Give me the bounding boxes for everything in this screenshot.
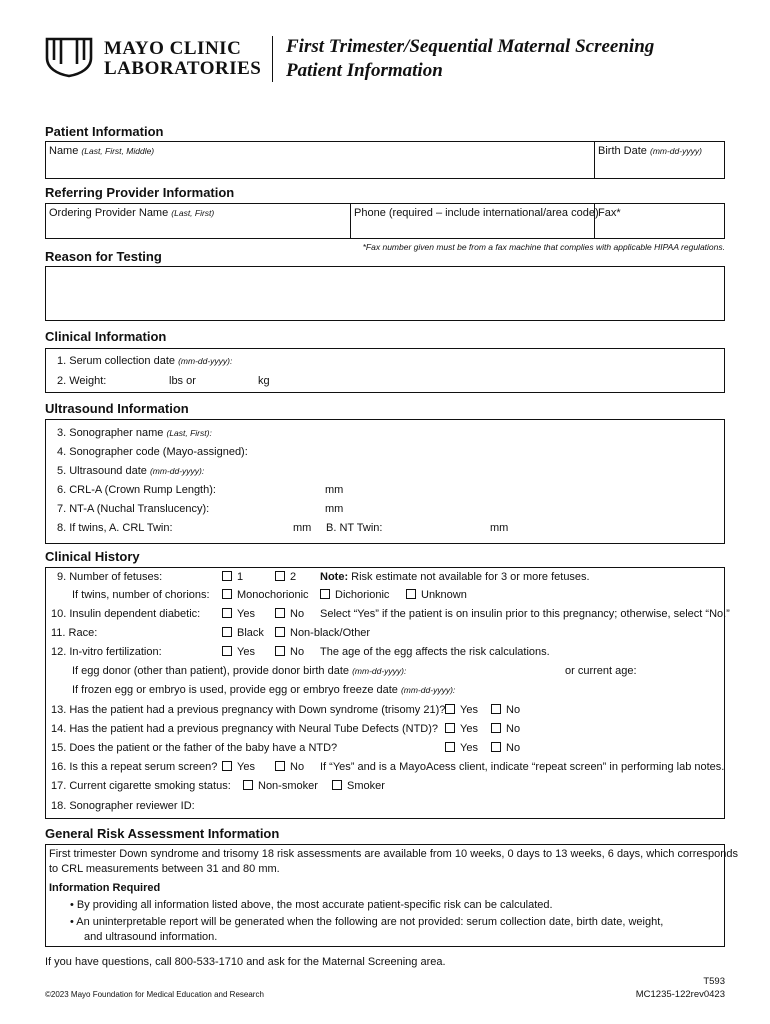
- serum-date-label: 1. Serum collection date: [57, 355, 176, 367]
- ivf-note: The age of the egg affects the risk calculations.: [320, 646, 550, 658]
- smoker-checkbox[interactable]: [332, 780, 342, 790]
- brand-line-1: MAYO CLINIC: [104, 38, 242, 59]
- sonographer-name-label: 3. Sonographer name: [57, 427, 164, 439]
- ntd-parent-yes-checkbox[interactable]: [445, 742, 455, 752]
- weight-kg: kg: [258, 375, 270, 387]
- ntd-preg-no-label: No: [506, 723, 521, 735]
- smoker-label: Smoker: [347, 780, 385, 792]
- repeat-yes-checkbox[interactable]: [222, 761, 232, 771]
- ivf-yes-checkbox[interactable]: [222, 646, 232, 656]
- crl-a-unit: mm: [325, 484, 344, 496]
- ordering-provider-hint: (Last, First): [171, 208, 215, 218]
- down-no-label: No: [506, 704, 521, 716]
- fetuses-label: 9. Number of fetuses:: [57, 571, 163, 583]
- fetuses-note-bold: Note:: [320, 571, 349, 583]
- unknown-checkbox[interactable]: [406, 589, 416, 599]
- risk-heading: General Risk Assessment Information: [45, 826, 280, 841]
- crl-twin-label: 8. If twins, A. CRL Twin:: [57, 522, 173, 534]
- crl-a-label: 6. CRL-A (Crown Rump Length):: [57, 484, 216, 496]
- insulin-label: 10. Insulin dependent diabetic:: [51, 608, 201, 620]
- fetuses-1-checkbox[interactable]: [222, 571, 232, 581]
- reason-heading: Reason for Testing: [45, 249, 162, 264]
- freeze-date-label: If frozen egg or embryo is used, provide egg or embryo freeze date: [72, 684, 398, 696]
- sonographer-reviewer-label: 18. Sonographer reviewer ID:: [51, 800, 195, 812]
- clinical-info-heading: Clinical Information: [45, 329, 167, 344]
- mayo-shield-icon: [44, 36, 94, 78]
- document-title-line-1: First Trimester/Sequential Maternal Screening: [286, 36, 655, 57]
- race-black-label: Black: [237, 627, 264, 639]
- serum-date-hint: (mm-dd-yyyy):: [178, 356, 233, 366]
- repeat-no-label: No: [290, 761, 305, 773]
- risk-line-1: First trimester Down syndrome and trisomy 18 risk assessments are available from 10 weeks, 0 days to 13 weeks, 6 days, which corresponds: [49, 848, 738, 860]
- insulin-no-label: No: [290, 608, 305, 620]
- monochorionic-checkbox[interactable]: [222, 589, 232, 599]
- ntd-preg-yes-label: Yes: [460, 723, 478, 735]
- fax-label: Fax*: [598, 207, 621, 219]
- down-syndrome-question: 13. Has the patient had a previous pregnancy with Down syndrome (trisomy 21)?: [51, 704, 446, 716]
- reason-for-testing-field[interactable]: [45, 266, 725, 321]
- info-bullet-1: • By providing all information listed above, the most accurate patient-specific risk can be calculated.: [70, 899, 553, 911]
- down-yes-label: Yes: [460, 704, 478, 716]
- ivf-no-checkbox[interactable]: [275, 646, 285, 656]
- ntd-parent-no-label: No: [506, 742, 521, 754]
- ntd-parent-no-checkbox[interactable]: [491, 742, 501, 752]
- non-smoker-label: Non-smoker: [258, 780, 318, 792]
- ntd-pregnancy-question: 14. Has the patient had a previous pregnancy with Neural Tube Defects (NTD)?: [51, 723, 439, 735]
- birth-date-hint: (mm-dd-yyyy): [649, 146, 702, 156]
- ordering-provider-label: Ordering Provider Name: [49, 207, 169, 219]
- nt-twin-unit: mm: [490, 522, 509, 534]
- weight-label: 2. Weight:: [57, 375, 107, 387]
- chorions-label: If twins, number of chorions:: [72, 589, 210, 601]
- insulin-no-checkbox[interactable]: [275, 608, 285, 618]
- fetuses-2-checkbox[interactable]: [275, 571, 285, 581]
- provider-info-heading: Referring Provider Information: [45, 185, 235, 200]
- sonographer-code-label: 4. Sonographer code (Mayo-assigned):: [57, 446, 248, 458]
- form-code: T593: [703, 976, 725, 987]
- repeat-no-checkbox[interactable]: [275, 761, 285, 771]
- copyright: ©2023 Mayo Foundation for Medical Education and Research: [45, 990, 264, 999]
- donor-age-label: or current age:: [565, 665, 637, 677]
- info-required-heading: Information Required: [49, 882, 161, 894]
- fetuses-2-label: 2: [290, 571, 297, 583]
- non-smoker-checkbox[interactable]: [243, 780, 253, 790]
- weight-lbs-or: lbs or: [169, 375, 196, 387]
- phone-label: Phone (required – include international/area code): [354, 207, 599, 219]
- freeze-date-hint: (mm-dd-yyyy):: [400, 685, 456, 695]
- donor-birth-label: If egg donor (other than patient), provide donor birth date: [72, 665, 350, 677]
- insulin-note: Select “Yes” if the patient is on insulin prior to this pregnancy; otherwise, select “No.”: [320, 608, 730, 620]
- questions-text: If you have questions, call 800-533-1710 and ask for the Maternal Screening area.: [45, 956, 446, 968]
- nt-twin-label: B. NT Twin:: [326, 522, 383, 534]
- info-bullet-2b: and ultrasound information.: [84, 931, 218, 943]
- info-bullet-2: • An uninterpretable report will be generated when the following are not provided: serum collection date, birth date, weight,: [70, 916, 664, 928]
- fax-note: *Fax number given must be from a fax machine that complies with applicable HIPAA regulations.: [362, 242, 725, 252]
- insulin-yes-checkbox[interactable]: [222, 608, 232, 618]
- brand-line-2: LABORATORIES: [104, 58, 262, 79]
- revision-code: MC1235-122rev0423: [635, 989, 725, 1000]
- race-label: 11. Race:: [51, 627, 98, 639]
- dichorionic-checkbox[interactable]: [320, 589, 330, 599]
- monochorionic-label: Monochorionic: [237, 589, 309, 601]
- sonographer-name-hint: (Last, First):: [166, 428, 212, 438]
- nt-a-label: 7. NT-A (Nuchal Translucency):: [57, 503, 210, 515]
- birth-date-label: Birth Date: [598, 145, 647, 157]
- ultrasound-date-label: 5. Ultrasound date: [57, 465, 147, 477]
- down-yes-checkbox[interactable]: [445, 704, 455, 714]
- ntd-parent-question: 15. Does the patient or the father of the baby have a NTD?: [51, 742, 338, 754]
- repeat-screen-question: 16. Is this a repeat serum screen?: [51, 761, 218, 773]
- patient-name-hint: (Last, First, Middle): [81, 146, 155, 156]
- header-divider: [272, 36, 273, 82]
- race-other-checkbox[interactable]: [275, 627, 285, 637]
- down-no-checkbox[interactable]: [491, 704, 501, 714]
- patient-name-label: Name: [49, 145, 79, 157]
- fetuses-1-label: 1: [237, 571, 244, 583]
- fetuses-note: Risk estimate not available for 3 or more fetuses.: [348, 571, 590, 583]
- ivf-no-label: No: [290, 646, 305, 658]
- ivf-yes-label: Yes: [237, 646, 255, 658]
- ultrasound-heading: Ultrasound Information: [45, 401, 189, 416]
- clinical-history-heading: Clinical History: [45, 549, 140, 564]
- patient-info-heading: Patient Information: [45, 124, 164, 139]
- smoking-label: 17. Current cigarette smoking status:: [51, 780, 231, 792]
- race-other-label: Non-black/Other: [290, 627, 371, 639]
- repeat-note: If “Yes” and is a MayoAcess client, indicate “repeat screen” in performing lab notes.: [320, 761, 725, 773]
- ntd-parent-yes-label: Yes: [460, 742, 478, 754]
- risk-line-2: to CRL measurements between 31 and 80 mm.: [49, 863, 280, 875]
- donor-birth-hint: (mm-dd-yyyy):: [352, 666, 407, 676]
- insulin-yes-label: Yes: [237, 608, 255, 620]
- ivf-label: 12. In-vitro fertilization:: [51, 646, 162, 658]
- document-title-line-2: Patient Information: [286, 60, 443, 81]
- ultrasound-date-hint: (mm-dd-yyyy):: [149, 466, 205, 476]
- repeat-yes-label: Yes: [237, 761, 255, 773]
- crl-twin-unit: mm: [293, 522, 312, 534]
- unknown-label: Unknown: [421, 589, 467, 601]
- ntd-preg-yes-checkbox[interactable]: [445, 723, 455, 733]
- race-black-checkbox[interactable]: [222, 627, 232, 637]
- ntd-preg-no-checkbox[interactable]: [491, 723, 501, 733]
- nt-a-unit: mm: [325, 503, 344, 515]
- dichorionic-label: Dichorionic: [335, 589, 390, 601]
